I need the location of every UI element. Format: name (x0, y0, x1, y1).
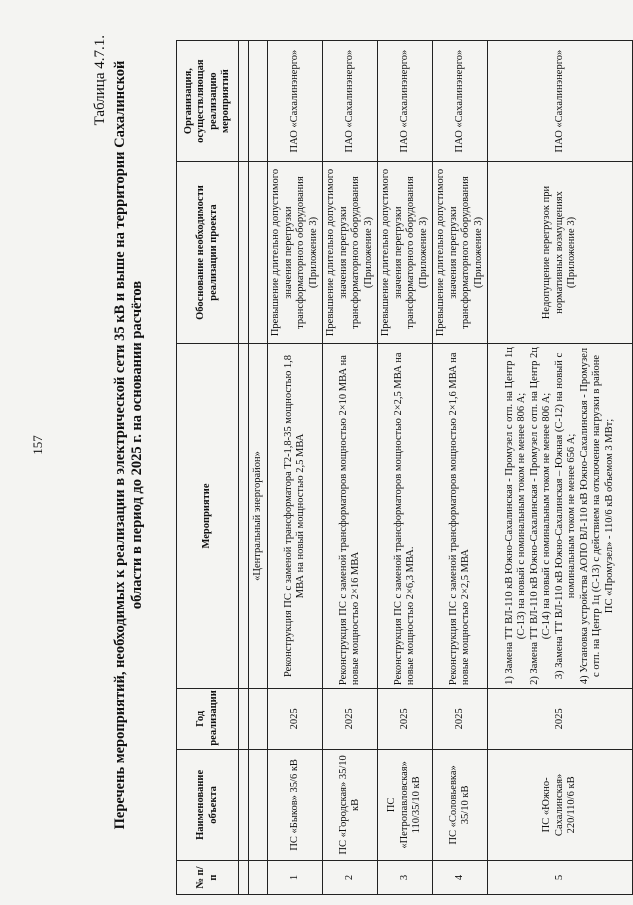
row-measure (488, 343, 633, 688)
row-num: 4 (433, 861, 488, 895)
row-measure: Реконструкция ПС с заменой трансформаторов мощностью 2×10 МВА на новые мощностью 2×16 МВА (323, 343, 378, 688)
row-object: ПС «Петропавловская» 110/35/10 кВ (378, 749, 433, 860)
column-number-row (239, 41, 249, 895)
measure-step: 3) Замена ТТ ВЛ-110 кВ Южно-Сахалинская – Южная (С-12) на новый с номинальным током не менее 656 А; (553, 352, 578, 680)
row-object: ПС «Южно-Сахалинская» 220/110/6 кВ (488, 749, 633, 860)
table-row (323, 41, 378, 895)
row-organization: ПАО «Сахалинэнерго» (268, 41, 323, 162)
row-num: 1 (268, 861, 323, 895)
table-header-row (177, 41, 239, 895)
header-organization: Организация, осуществляющая реализацию мероприятий (177, 41, 239, 162)
row-year: 2025 (268, 689, 323, 750)
table-row (488, 41, 633, 895)
row-justification: Недопущение перегрузок при нормативных возмущениях (Приложение 3) (488, 162, 633, 344)
row-measure: Реконструкция ПС с заменой трансформаторов мощностью 2×2,5 МВА на новые мощностью 2×6,3 МВА. (378, 343, 433, 688)
page-number: 157 (30, 435, 45, 455)
header-object: Наименование объекта (177, 749, 239, 860)
measure-step: 2) Замена ТТ ВЛ-110 кВ Южно-Сахалинская - Промузел с отп. на Центр 2ц (С-14) на новый с номинальным током не менее 806 А; (528, 347, 553, 685)
row-year: 2025 (488, 689, 633, 750)
row-num: 3 (378, 861, 433, 895)
region-label: «Центральный энергорайон» (249, 343, 268, 688)
table-label: Таблица 4.7.1. (92, 35, 108, 126)
measure-step: 4) Установка устройства АОПО ВЛ-110 кВ Южно-Сахалинская - Промузел с отп. на Центр 1ц (С-13) с действием на отключение нагрузки в районе ПС «Промузел» - 110/6 кВ объемом 3 МВт; (578, 347, 615, 685)
row-year: 2025 (378, 689, 433, 750)
header-measure: Мероприятие (177, 343, 239, 688)
row-justification: Превышение длительно допустимого значения перегрузки трансформаторного оборудования (Приложение 3) (268, 162, 323, 344)
header-num: № п/п (177, 861, 239, 895)
table-row (268, 41, 323, 895)
measures-table (176, 40, 633, 895)
document-title: Перечень мероприятий, необходимых к реализации в электрической сети 35 кВ и выше на территории Сахалинской области в период до 2025 г. на основании расчётов (112, 60, 145, 830)
header-justification: Обоснование необходимости реализации проекта (177, 162, 239, 344)
row-organization: ПАО «Сахалинэнерго» (378, 41, 433, 162)
row-year: 2025 (323, 689, 378, 750)
row-object: ПС «Соловьевка» 35/10 кВ (433, 749, 488, 860)
row-num: 2 (323, 861, 378, 895)
region-row (249, 41, 268, 895)
row-num: 5 (488, 861, 633, 895)
row-justification: Превышение длительно допустимого значения перегрузки трансформаторного оборудования (Приложение 3) (378, 162, 433, 344)
table-row (378, 41, 433, 895)
row-organization: ПАО «Сахалинэнерго» (488, 41, 633, 162)
row-measure: Реконструкция ПС с заменой трансформатора Т2-1,8-35 мощностью 1,8 МВА на новый мощностью 2,5 МВА (268, 343, 323, 688)
row-justification: Превышение длительно допустимого значения перегрузки трансформаторного оборудования (Приложение 3) (433, 162, 488, 344)
row-organization: ПАО «Сахалинэнерго» (323, 41, 378, 162)
row-year: 2025 (433, 689, 488, 750)
row-object: ПС «Быков» 35/6 кВ (268, 749, 323, 860)
table-row (433, 41, 488, 895)
row-organization: ПАО «Сахалинэнерго» (433, 41, 488, 162)
header-year: Год реализации (177, 689, 239, 750)
row-object: ПС «Городская» 35/10 кВ (323, 749, 378, 860)
row-measure: Реконструкция ПС с заменой трансформаторов мощностью 2×1,6 МВА на новые мощностью 2×2,5 МВА (433, 343, 488, 688)
measure-step: 1) Замена ТТ ВЛ-110 кВ Южно-Сахалинская - Промузел с отп. на Центр 1ц (С-13) на новый с номинальным током не менее 806 А; (503, 347, 528, 685)
row-justification: Превышение длительно допустимого значения перегрузки трансформаторного оборудования (Приложение 3) (323, 162, 378, 344)
